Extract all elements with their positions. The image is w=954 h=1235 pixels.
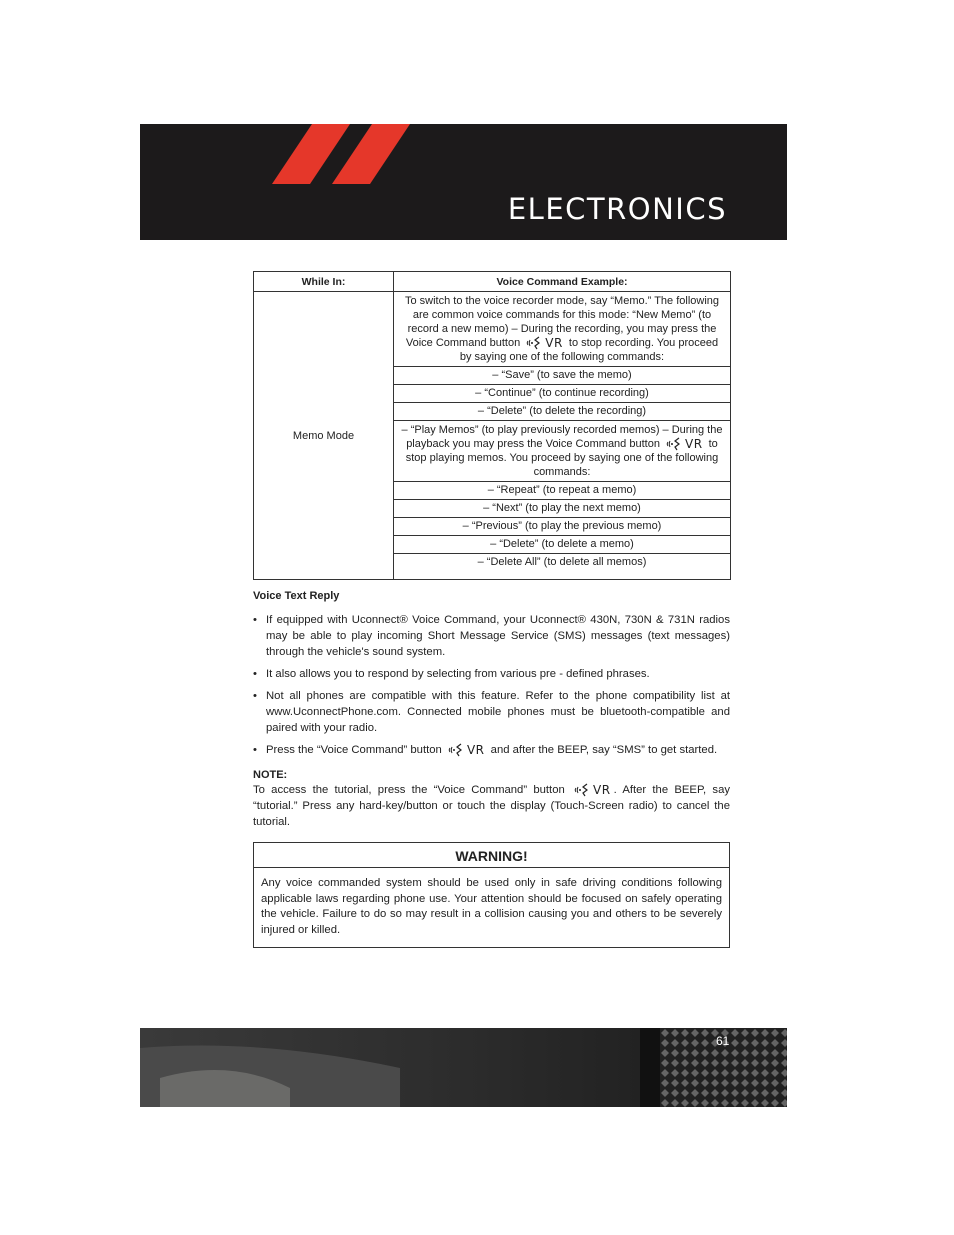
list-item xyxy=(253,666,730,682)
command-cell: – “Repeat” (to repeat a memo) xyxy=(394,482,731,500)
command-cell: – “Delete” (to delete a memo) xyxy=(394,536,731,554)
bullet-text: It also allows you to respond by selecting from various pre - defined phrases. xyxy=(266,668,650,681)
command-cell: – “Continue” (to continue recording) xyxy=(394,385,731,403)
vr-button-glyph xyxy=(574,782,611,798)
footer-photo-image xyxy=(140,1028,787,1107)
warning-box xyxy=(253,842,730,948)
command-cell: – “Previous” (to play the previous memo) xyxy=(394,518,731,536)
command-cell: – “Delete All” (to delete all memos) xyxy=(394,554,731,580)
note-title: NOTE: xyxy=(253,769,288,782)
intro-cell xyxy=(394,292,731,367)
bullet-dot: • xyxy=(253,744,257,757)
voice-command-icon xyxy=(526,336,543,350)
list-item xyxy=(253,688,730,736)
playback-intro-cell xyxy=(394,421,731,482)
warning-body: Any voice commanded system should be used only in safe driving conditions following applicable laws regarding phone use. Your attention should be focused on safely operating the vehicle. Failure to do so may result in a collision causing you and others to be severely injured or killed. xyxy=(261,877,722,936)
section-title: Voice Text Reply xyxy=(253,590,340,603)
list-item xyxy=(253,612,730,660)
chapter-title: ELECTRONICS xyxy=(507,192,727,226)
vr-label: VR xyxy=(466,743,485,758)
warning-title: WARNING! xyxy=(254,843,729,868)
list-item xyxy=(253,742,730,758)
voice-command-icon xyxy=(666,437,683,451)
column-header-example: Voice Command Example: xyxy=(394,272,731,292)
page-footer xyxy=(140,1028,787,1107)
vr-button-glyph xyxy=(526,336,563,350)
voice-command-icon xyxy=(448,743,465,757)
bullet-text: Press the “Voice Command” button xyxy=(266,744,442,757)
bullet-list xyxy=(253,612,730,758)
table-row xyxy=(254,292,731,367)
column-header-while-in: While In: xyxy=(254,272,394,292)
vr-label: VR xyxy=(685,437,703,452)
mode-cell: Memo Mode xyxy=(254,292,394,580)
vr-button-glyph xyxy=(666,437,703,451)
page-number: 61 xyxy=(716,1034,730,1048)
playback-text-continued: to stop playing memos. You proceed by saying one of the following commands: xyxy=(405,438,719,479)
vr-label: VR xyxy=(593,783,611,798)
intro-text: To switch to the voice recorder mode, say “Memo.” The following are common voice commands for this mode: “New Memo” (to record a new memo) – During the recording, you may press the Voice Command button xyxy=(404,295,720,349)
note-text-continued: . After the BEEP, say “tutorial.” Press any hard-key/button or touch the display (Touch-Screen radio) to cancel the tutorial. xyxy=(253,784,730,829)
page-content xyxy=(253,271,730,948)
bullet-dot: • xyxy=(253,614,257,627)
chapter-header xyxy=(140,124,787,240)
bullet-text-continued: and after the BEEP, say “SMS” to get started. xyxy=(490,744,718,757)
bullet-text: If equipped with Uconnect® Voice Command, your Uconnect® 430N, 730N & 731N radios may be able to play incoming Short Message Service (SMS) messages (text messages) through the vehicle's sound system. xyxy=(266,614,730,659)
note-body xyxy=(253,782,730,830)
playback-text: – “Play Memos” (to play previously recorded memos) – During the playback you may press the Voice Command button xyxy=(401,424,723,451)
command-cell: – “Next” (to play the next memo) xyxy=(394,500,731,518)
bullet-text: Not all phones are compatible with this feature. Refer to the phone compatibility list at www.UconnectPhone.com. Connected mobile phones must be bluetooth-compatible and paired with your radio. xyxy=(266,690,730,735)
vr-label: VR xyxy=(545,336,563,351)
voice-command-table xyxy=(253,271,731,580)
voice-command-icon xyxy=(574,783,591,797)
command-cell: – “Save” (to save the memo) xyxy=(394,367,731,385)
command-cell: – “Delete” (to delete the recording) xyxy=(394,403,731,421)
bullet-dot: • xyxy=(253,690,257,703)
bullet-dot: • xyxy=(253,668,257,681)
note-text: To access the tutorial, press the “Voice Command” button xyxy=(253,784,565,797)
intro-text-continued: to stop recording. You proceed by saying one of the following commands: xyxy=(459,337,719,364)
vr-button-glyph xyxy=(448,742,485,758)
table-header-row xyxy=(254,272,731,292)
